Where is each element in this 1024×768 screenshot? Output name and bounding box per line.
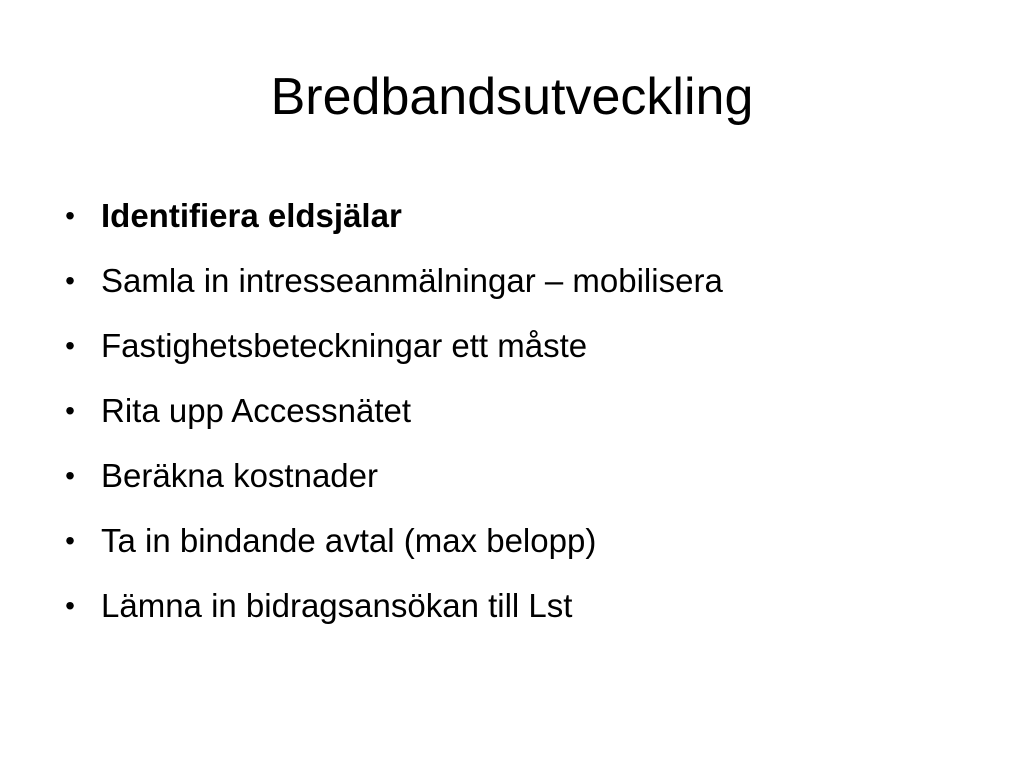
- bullet-text: Beräkna kostnader: [101, 456, 379, 494]
- bullet-text: Ta in bindande avtal (max belopp): [101, 521, 597, 559]
- bullet-list: [60, 183, 980, 638]
- bullet-dot-icon: •: [65, 459, 75, 491]
- bullet-text: Rita upp Accessnätet: [101, 391, 412, 429]
- bullet-item: [60, 248, 980, 313]
- bullet-item: [60, 378, 980, 443]
- slide-title: Bredbandsutveckling: [270, 68, 754, 126]
- bullet-text: Samla in intresseanmälningar – mobilisera: [101, 261, 723, 299]
- bullet-dot-icon: •: [65, 394, 75, 426]
- bullet-text: Identifiera eldsjälar: [101, 196, 402, 234]
- bullet-dot-icon: •: [65, 589, 75, 621]
- bullet-item: [60, 313, 980, 378]
- bullet-item: [60, 183, 980, 248]
- bullet-dot-icon: •: [65, 329, 75, 361]
- bullet-item: [60, 573, 980, 638]
- bullet-item: [60, 508, 980, 573]
- bullet-item: [60, 443, 980, 508]
- bullet-dot-icon: •: [65, 524, 75, 556]
- bullet-text: Fastighetsbeteckningar ett måste: [101, 326, 588, 364]
- bullet-text: Lämna in bidragsansökan till Lst: [101, 586, 573, 624]
- bullet-dot-icon: •: [65, 199, 75, 231]
- bullet-dot-icon: •: [65, 264, 75, 296]
